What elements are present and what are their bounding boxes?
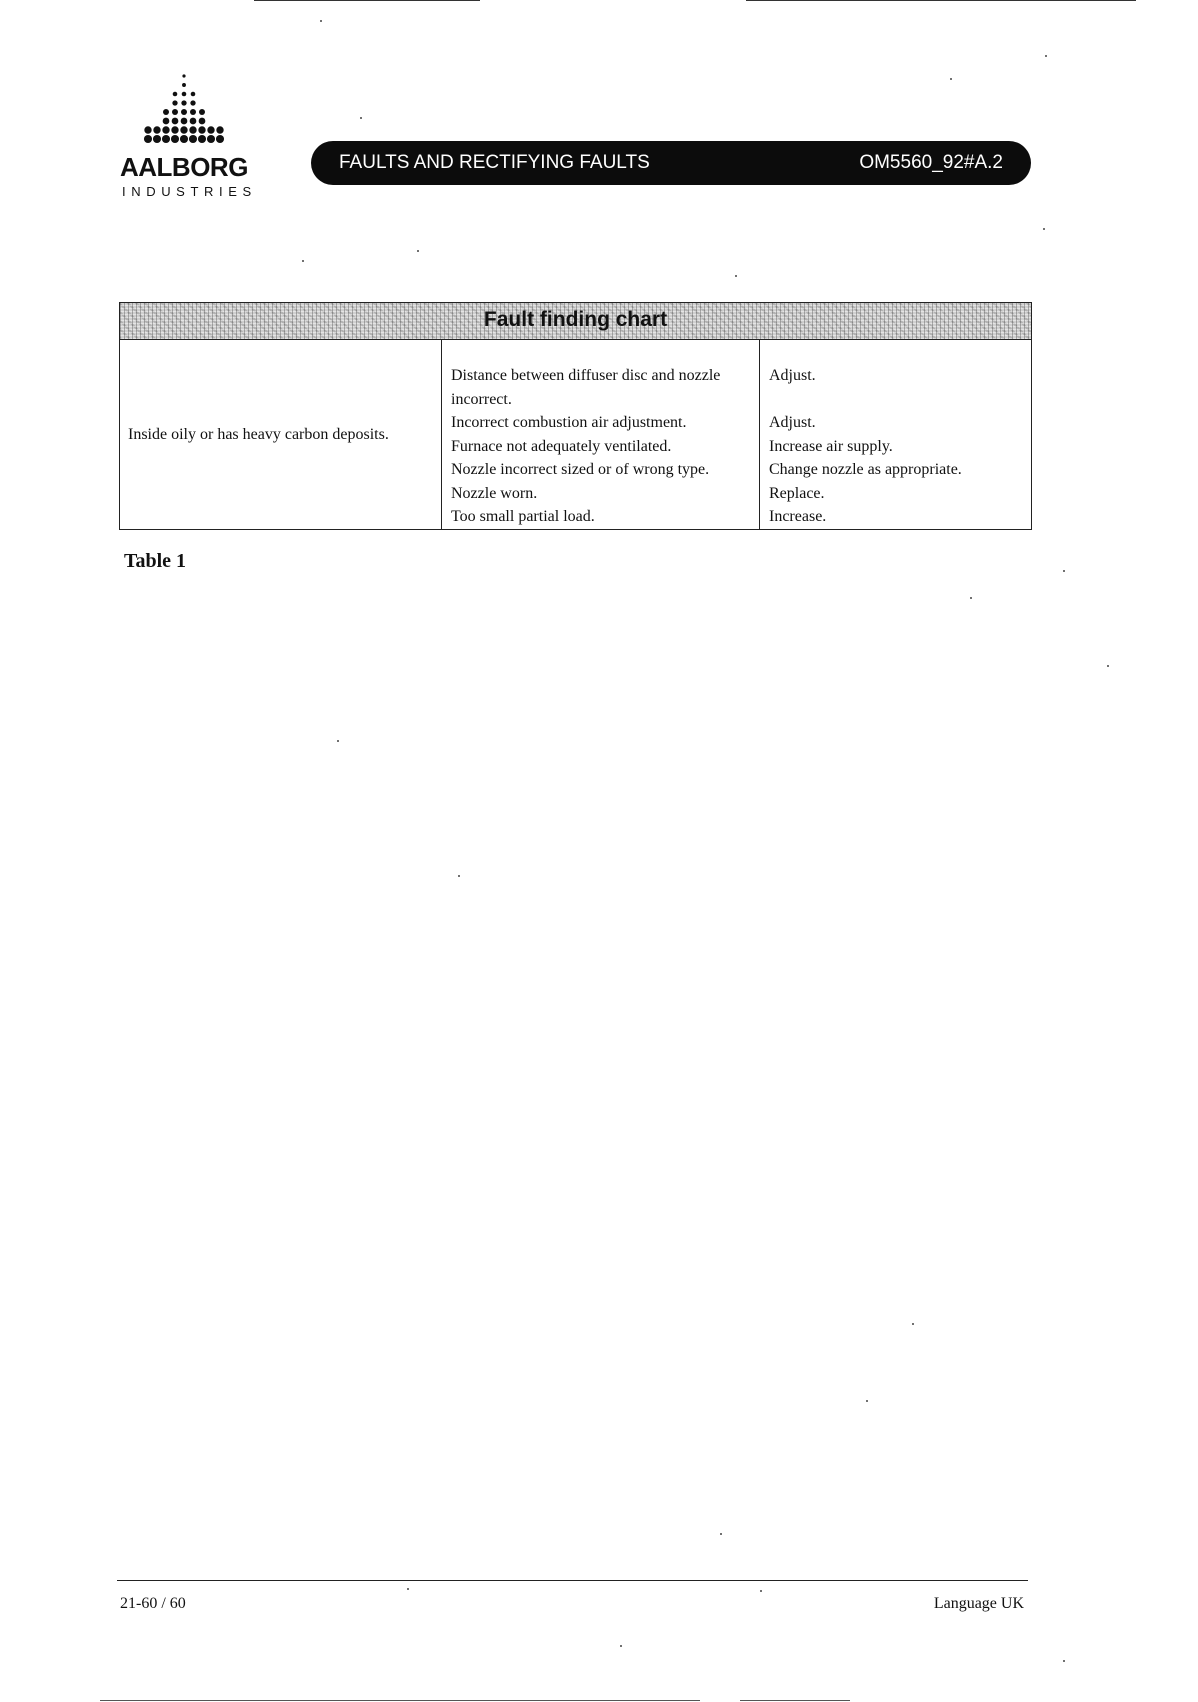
remedy-item: Change nozzle as appropriate. (769, 461, 962, 478)
logo-dot (216, 135, 224, 143)
section-header-banner (311, 141, 1031, 185)
scan-speck (458, 875, 460, 877)
cause-item: Incorrect combustion air adjustment. (451, 414, 687, 431)
remedy-item: Replace. (769, 484, 825, 502)
logo-dot (144, 126, 151, 133)
logo-dot (171, 135, 179, 143)
logo-dot-pyramid-icon (118, 70, 250, 152)
logo-dot (191, 92, 196, 97)
scan-speck (620, 1645, 622, 1647)
logo-dot (199, 109, 205, 115)
scan-speck (760, 1590, 762, 1592)
logo-dot (162, 135, 170, 143)
logo-dot (171, 126, 178, 133)
scan-speck (320, 20, 322, 22)
page-number: 21-60 / 60 (120, 1595, 186, 1612)
logo-dot (173, 92, 178, 97)
document-code: OM5560_92#A.2 (859, 152, 1003, 173)
footer-rule (117, 1580, 1028, 1581)
logo-dot (163, 118, 170, 125)
logo-dot (182, 83, 186, 87)
scan-speck (866, 1400, 868, 1402)
remedy-item: Adjust. (769, 367, 816, 384)
remedy-item: Increase air supply. (769, 437, 893, 455)
scan-speck (407, 1588, 409, 1590)
logo-dot (180, 126, 187, 133)
scan-speck (1043, 228, 1045, 230)
scan-speck (360, 117, 362, 119)
logo-dot (153, 135, 161, 143)
logo-dot (172, 118, 179, 125)
logo-dot (198, 135, 206, 143)
fault-column (120, 340, 442, 529)
logo-dot (189, 126, 196, 133)
logo-dot (181, 100, 186, 105)
cause-item: Distance between diffuser disc and nozzle incorrect. (451, 367, 721, 408)
fault-description: Inside oily or has heavy carbon deposits. (128, 425, 389, 443)
top-edge-rule-left (254, 0, 480, 1)
cause-column (442, 340, 760, 529)
table-heading-text: Fault finding chart (483, 308, 668, 331)
logo-dot (144, 135, 152, 143)
logo-dot (172, 109, 178, 115)
fault-finding-table (119, 302, 1032, 530)
scan-speck (720, 1533, 722, 1535)
table-caption: Table 1 (124, 550, 187, 572)
scan-speck (1063, 1660, 1065, 1662)
logo-dot (163, 109, 169, 115)
scan-speck (417, 250, 419, 252)
logo-dot (162, 126, 169, 133)
scan-speck (1063, 570, 1065, 572)
logo-dot (182, 74, 185, 77)
cause-item: Nozzle worn. (451, 484, 538, 502)
logo-dot (207, 126, 214, 133)
logo-dot (216, 126, 223, 133)
logo-subtitle: INDUSTRIES (122, 184, 257, 199)
logo-dot (190, 118, 197, 125)
bottom-edge-rule-left (100, 1700, 700, 1701)
logo-dot (207, 135, 215, 143)
scan-speck (735, 275, 737, 277)
remedy-item: Increase. (769, 508, 827, 525)
language-label: Language UK (933, 1595, 1024, 1612)
logo-dot (190, 109, 196, 115)
scan-speck (337, 740, 339, 742)
logo-name: AALBORG (120, 152, 248, 182)
logo-dot (190, 100, 195, 105)
logo-dot (153, 126, 160, 133)
remedy-column (760, 340, 1031, 529)
scan-speck (302, 260, 304, 262)
table-heading (120, 303, 1031, 340)
remedy-item: Adjust. (769, 414, 816, 431)
section-title: FAULTS AND RECTIFYING FAULTS (339, 152, 650, 173)
logo-dot (181, 118, 188, 125)
logo-dot (199, 118, 206, 125)
cause-item: Too small partial load. (451, 508, 595, 525)
company-logo (118, 70, 257, 200)
scan-speck (912, 1323, 914, 1325)
logo-dot (172, 100, 177, 105)
logo-dot (189, 135, 197, 143)
scan-speck (1045, 55, 1047, 57)
scan-speck (970, 597, 972, 599)
logo-dot (181, 109, 187, 115)
logo-dot (180, 135, 188, 143)
bottom-edge-rule-right (740, 1700, 850, 1701)
cause-item: Furnace not adequately ventilated. (451, 437, 672, 455)
top-edge-rule-right (746, 0, 1136, 1)
cause-item: Nozzle incorrect sized or of wrong type. (451, 461, 710, 478)
scan-speck (1107, 665, 1109, 667)
table-body (120, 340, 1031, 529)
logo-dot (182, 92, 187, 97)
logo-dot (198, 126, 205, 133)
scan-speck (950, 78, 952, 80)
